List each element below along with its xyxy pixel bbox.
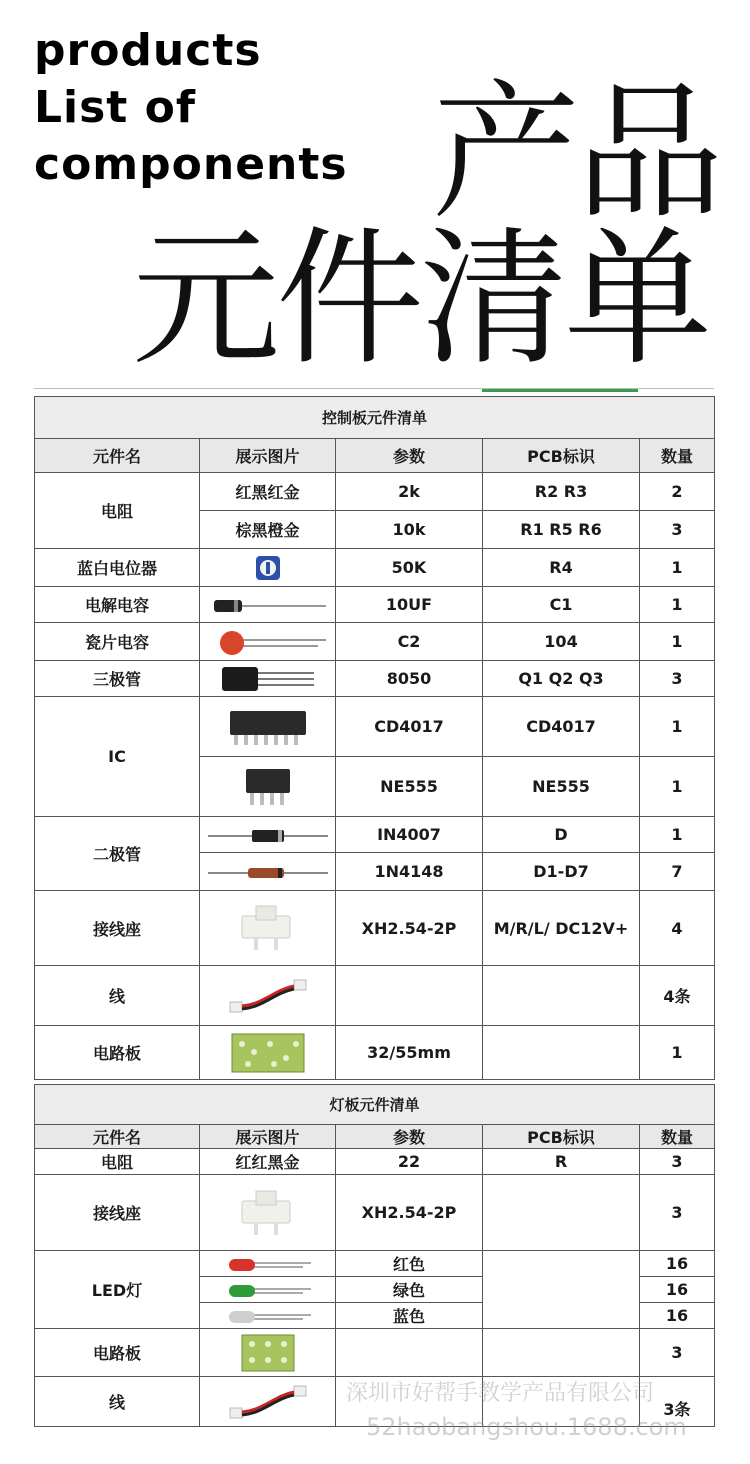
qty-cell: 4 <box>640 891 715 966</box>
qty-cell: 3 <box>640 511 715 549</box>
component-name: 电阻 <box>35 1149 200 1175</box>
col-header: 数量 <box>640 1125 715 1149</box>
col-header: 展示图片 <box>200 1125 336 1149</box>
param-cell <box>336 1329 483 1377</box>
qty-cell: 3条 <box>640 1377 715 1427</box>
component-name: 电解电容 <box>35 587 200 623</box>
title-line-1: products <box>34 25 262 76</box>
pcb-cell: R2 R3 <box>483 473 640 511</box>
chinese-title-line-1: 产品 <box>432 67 720 239</box>
pcb-cell <box>483 1026 640 1080</box>
param-cell: XH2.54-2P <box>336 891 483 966</box>
pcb-board-icon <box>200 1026 336 1080</box>
pcb-cell: R4 <box>483 549 640 587</box>
param-cell: 8050 <box>336 661 483 697</box>
pcb-cell: Q1 Q2 Q3 <box>483 661 640 697</box>
component-name: 电阻 <box>35 473 200 549</box>
qty-cell: 2 <box>640 473 715 511</box>
qty-cell: 3 <box>640 1329 715 1377</box>
dip8-chip-icon <box>200 757 336 817</box>
watermark-url: 52haobangshou.1688.com <box>366 1413 687 1441</box>
qty-cell: 16 <box>640 1251 715 1277</box>
pcb-cell: CD4017 <box>483 697 640 757</box>
color-code: 红红黑金 <box>200 1149 336 1175</box>
component-name: 电路板 <box>35 1329 200 1377</box>
param-cell: CD4017 <box>336 697 483 757</box>
blue-led-icon <box>200 1303 336 1329</box>
qty-cell: 4条 <box>640 966 715 1026</box>
qty-cell: 3 <box>640 1175 715 1251</box>
component-name: 线 <box>35 966 200 1026</box>
pcb-cell: C1 <box>483 587 640 623</box>
component-name: 线 <box>35 1377 200 1427</box>
dip16-chip-icon <box>200 697 336 757</box>
qty-cell: 1 <box>640 697 715 757</box>
wire-icon <box>200 1377 336 1427</box>
param-cell: 10UF <box>336 587 483 623</box>
col-header: 参数 <box>336 1125 483 1149</box>
qty-cell: 1 <box>640 549 715 587</box>
connector-icon <box>200 1175 336 1251</box>
pcb-cell <box>483 966 640 1026</box>
pcb-cell: 104 <box>483 623 640 661</box>
red-led-icon <box>200 1251 336 1277</box>
table-title: 灯板元件清单 <box>35 1085 715 1125</box>
component-name: 接线座 <box>35 1175 200 1251</box>
qty-cell: 1 <box>640 1026 715 1080</box>
param-cell <box>336 966 483 1026</box>
component-name: IC <box>35 697 200 817</box>
title-line-2: List of <box>34 82 197 133</box>
wire-icon <box>200 966 336 1026</box>
component-name: 瓷片电容 <box>35 623 200 661</box>
component-name: 二极管 <box>35 817 200 891</box>
qty-cell: 16 <box>640 1277 715 1303</box>
qty-cell: 1 <box>640 817 715 853</box>
col-header: PCB标识 <box>483 1125 640 1149</box>
param-cell: 蓝色 <box>336 1303 483 1329</box>
param-cell: 50K <box>336 549 483 587</box>
param-cell: C2 <box>336 623 483 661</box>
col-header: 数量 <box>640 439 715 473</box>
col-header: PCB标识 <box>483 439 640 473</box>
param-cell: 绿色 <box>336 1277 483 1303</box>
table-title: 控制板元件清单 <box>35 397 715 439</box>
chinese-title-line-2: 元件清单 <box>132 213 708 385</box>
control-board-table <box>34 396 715 1080</box>
param-cell: 2k <box>336 473 483 511</box>
param-cell: XH2.54-2P <box>336 1175 483 1251</box>
pcb-cell <box>483 1329 640 1377</box>
param-cell: IN4007 <box>336 817 483 853</box>
color-code: 棕黑橙金 <box>200 511 336 549</box>
pcb-cell <box>483 1251 640 1329</box>
watermark-company: 深圳市好帮手教学产品有限公司 <box>346 1381 655 1406</box>
pcb-cell <box>483 1175 640 1251</box>
component-name: 蓝白电位器 <box>35 549 200 587</box>
pcb-cell: R <box>483 1149 640 1175</box>
title-line-3: components <box>34 139 348 190</box>
pcb-cell: D <box>483 817 640 853</box>
component-name: LED灯 <box>35 1251 200 1329</box>
qty-cell: 3 <box>640 1149 715 1175</box>
qty-cell: 1 <box>640 623 715 661</box>
color-code: 红黑红金 <box>200 473 336 511</box>
diode-icon <box>200 817 336 853</box>
pcb-cell: R1 R5 R6 <box>483 511 640 549</box>
pcb-cell: NE555 <box>483 757 640 817</box>
qty-cell: 3 <box>640 661 715 697</box>
param-cell: 1N4148 <box>336 853 483 891</box>
qty-cell: 16 <box>640 1303 715 1329</box>
pcb-cell: M/R/L/ DC12V+ <box>483 891 640 966</box>
param-cell: NE555 <box>336 757 483 817</box>
qty-cell: 1 <box>640 587 715 623</box>
param-cell: 10k <box>336 511 483 549</box>
potentiometer-icon <box>200 549 336 587</box>
connector-icon <box>200 891 336 966</box>
param-cell: 红色 <box>336 1251 483 1277</box>
param-cell: 32/55mm <box>336 1026 483 1080</box>
transistor-icon <box>200 661 336 697</box>
col-header: 元件名 <box>35 1125 200 1149</box>
col-header: 元件名 <box>35 439 200 473</box>
qty-cell: 1 <box>640 757 715 817</box>
col-header: 展示图片 <box>200 439 336 473</box>
green-led-icon <box>200 1277 336 1303</box>
pcb-board-icon <box>200 1329 336 1377</box>
electrolytic-capacitor-icon <box>200 587 336 623</box>
param-cell: 22 <box>336 1149 483 1175</box>
pcb-cell: D1-D7 <box>483 853 640 891</box>
small-diode-icon <box>200 853 336 891</box>
english-title <box>34 22 348 193</box>
component-name: 接线座 <box>35 891 200 966</box>
component-name: 电路板 <box>35 1026 200 1080</box>
qty-cell: 7 <box>640 853 715 891</box>
col-header: 参数 <box>336 439 483 473</box>
component-name: 三极管 <box>35 661 200 697</box>
ceramic-capacitor-icon <box>200 623 336 661</box>
